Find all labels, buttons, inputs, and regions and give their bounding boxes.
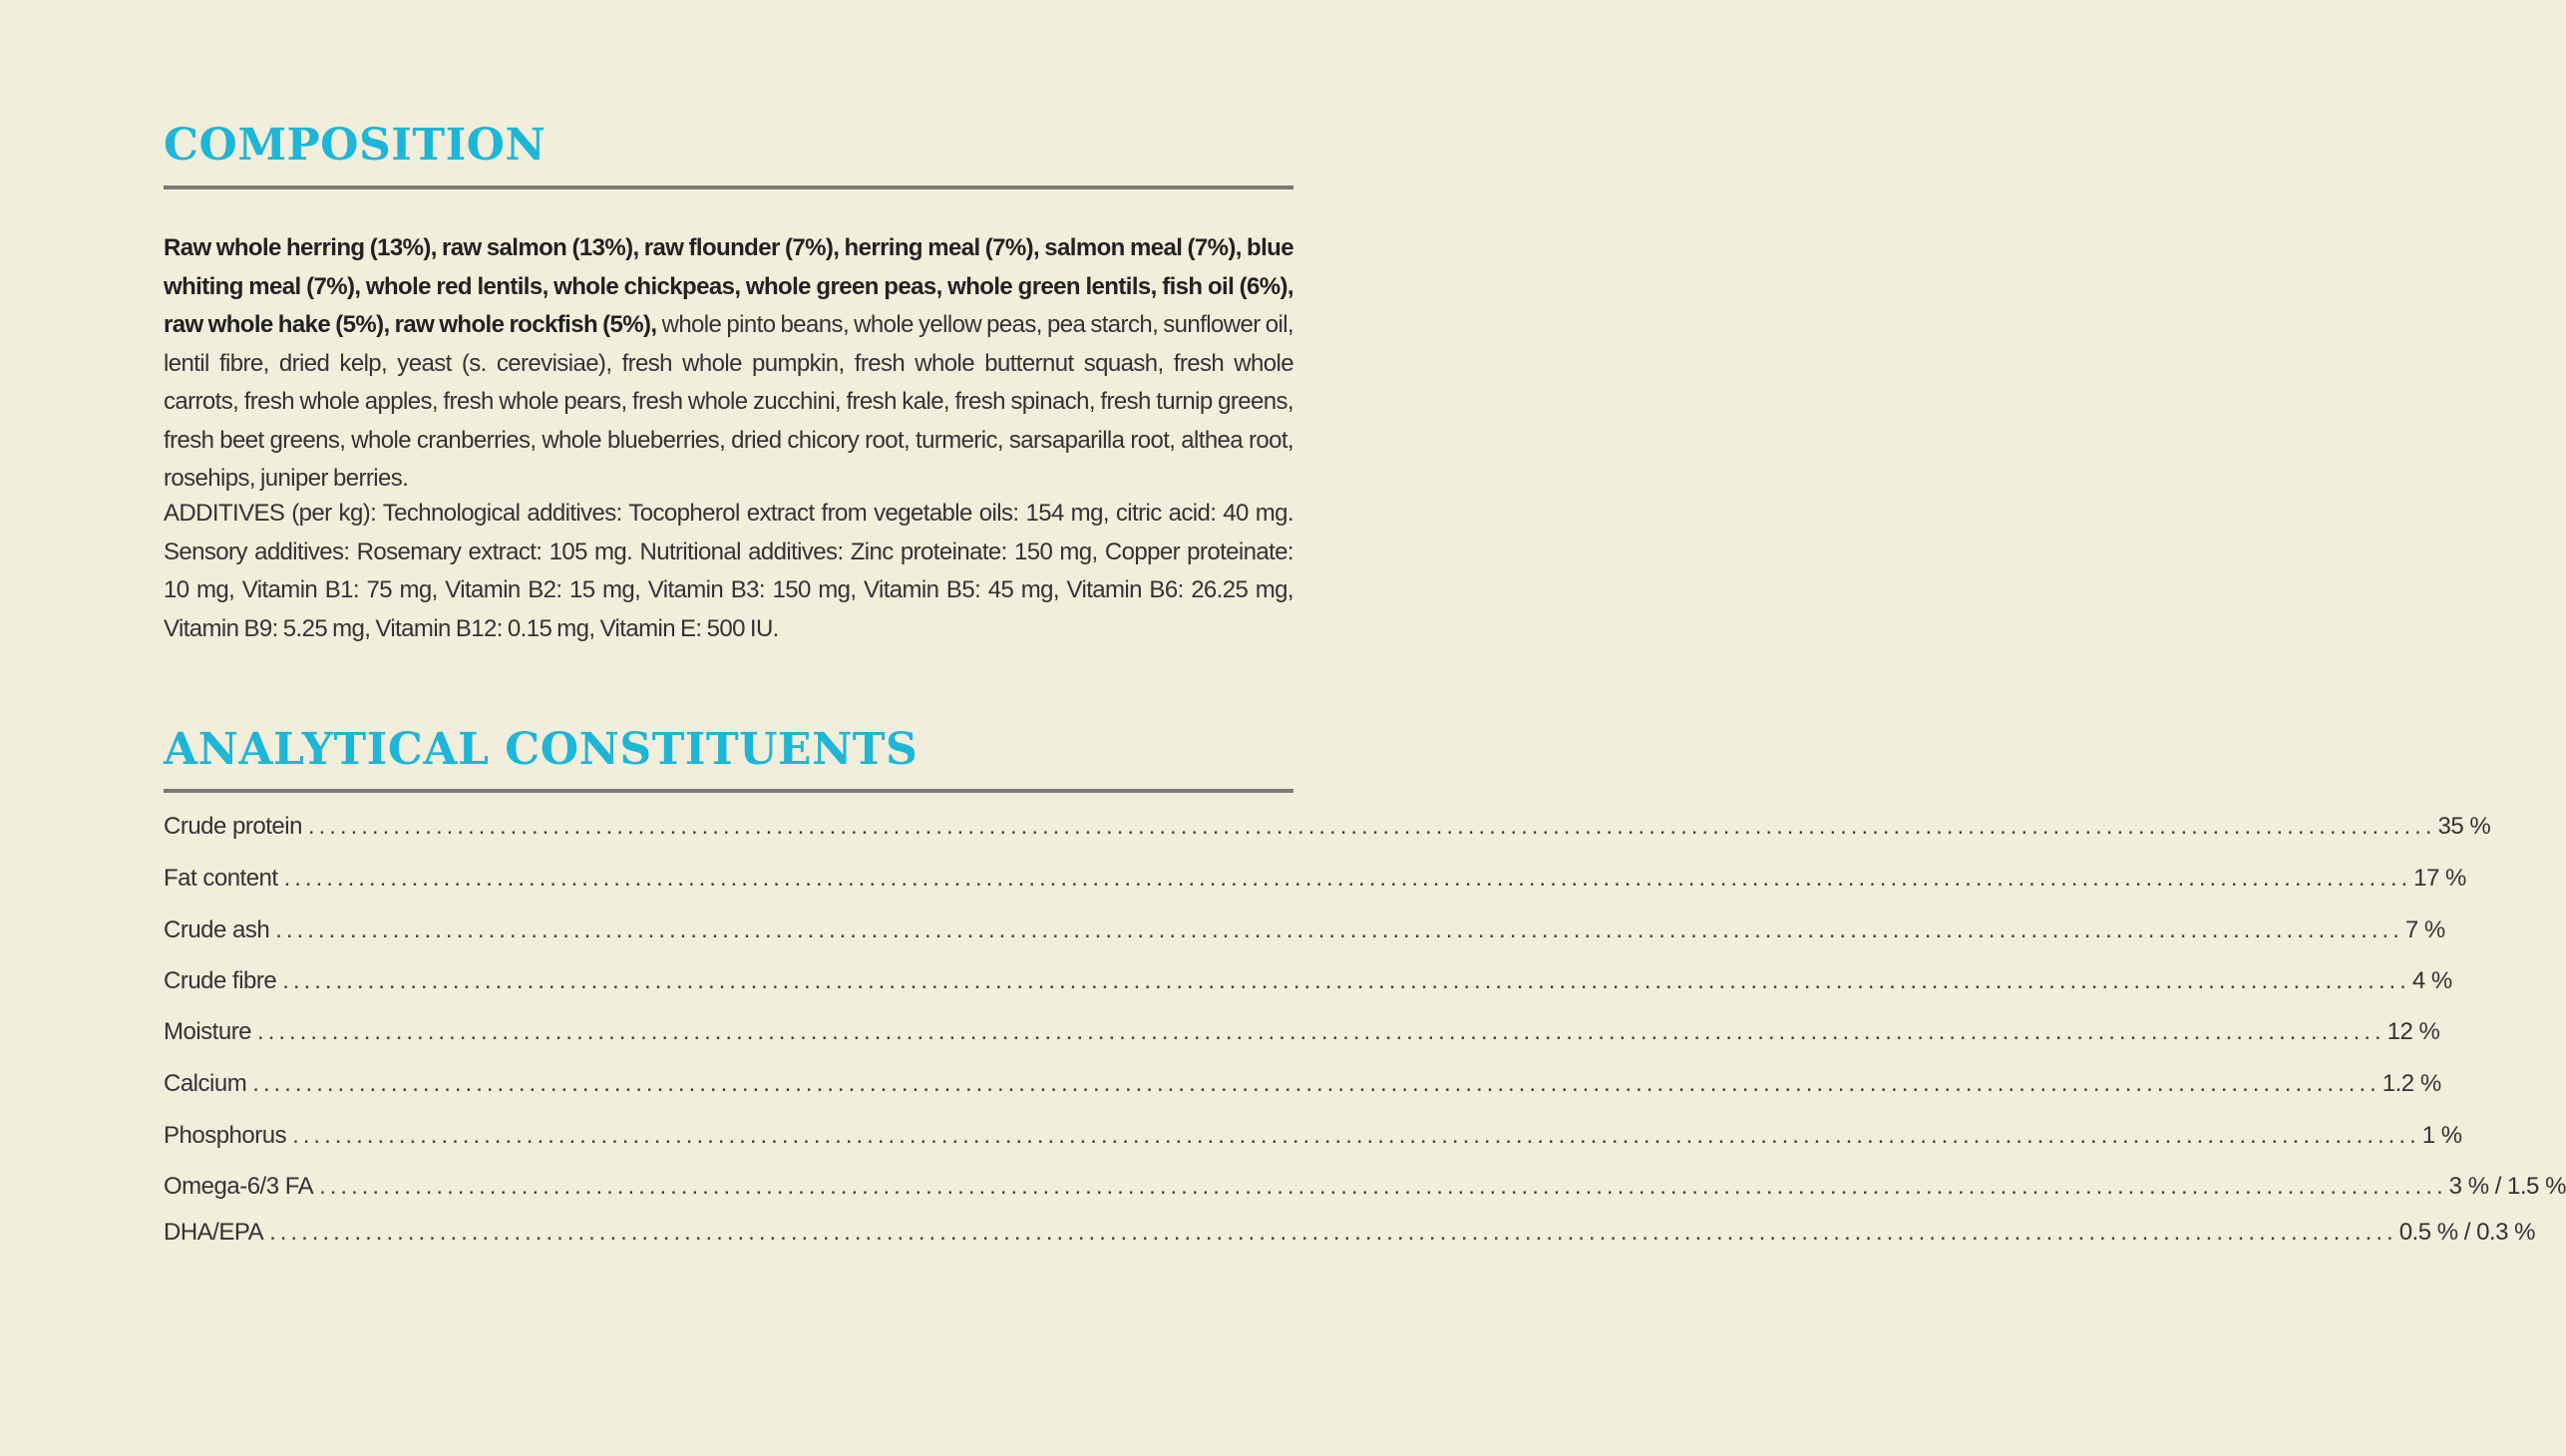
constituent-value: 35 % — [2437, 813, 2491, 840]
constituent-row — [164, 1070, 2441, 1110]
dot-leader: ........................................................................................................................................................................................................ — [292, 1122, 2420, 1149]
constituent-label: Fat content — [164, 865, 278, 892]
dot-leader: ........................................................................................................................................................................................................ — [282, 967, 2410, 994]
constituent-value: 3 % / 1.5 % — [2448, 1173, 2566, 1200]
constituent-row — [164, 916, 2445, 956]
constituent-value: 7 % — [2404, 916, 2445, 943]
constituent-row — [164, 1122, 2462, 1162]
constituent-row — [164, 967, 2452, 1007]
constituent-value: 12 % — [2386, 1018, 2440, 1045]
analytical-divider — [164, 789, 1293, 793]
constituent-label: DHA/EPA — [164, 1219, 264, 1246]
additives-text: ADDITIVES (per kg): Technological additives: Tocopherol extract from vegetable oils: 154 mg, citric acid: 40 mg. Sensory additives: Rosemary extract: 105 mg. Nutritional additives: Zinc proteinate: 150 mg, Copper proteinate: 10 mg, Vitamin B1: 75 mg, Vitamin B2: 15 mg, Vitamin B3: 150 mg, Vitamin B5: 45 mg, Vitamin B6: 26.25 mg, Vitamin B9: 5.25 mg, Vitamin B12: 0.15 mg, Vitamin E: 500 IU. — [164, 500, 1293, 642]
constituent-label: Phosphorus — [164, 1122, 287, 1149]
ingredients-secondary: whole pinto beans, whole yellow peas, pea starch, sunflower oil, lentil fibre, dried kelp, yeast (s. cerevisiae), fresh whole pumpkin, fresh whole butternut squash, fresh whole carrots, fresh whole apples, fresh whole pears, fresh whole zucchini, fresh kale, fresh spinach, fresh turnip greens, fresh beet greens, whole cranberries, whole blueberries, dried chicory root, turmeric, sarsaparilla root, althea root, rosehips, juniper berries. — [164, 311, 1293, 492]
dot-leader: ........................................................................................................................................................................................................ — [319, 1173, 2447, 1200]
dot-leader: ........................................................................................................................................................................................................ — [275, 916, 2403, 943]
ingredients-primary: Raw whole herring (13%), raw salmon (13%), raw flounder (7%), herring meal (7%), salmon meal (7%), blue whiting meal (7%), whole red lentils, whole chickpeas, whole green peas, whole green lentils, fish oil (6%), raw whole hake (5%), raw whole rockfish (5%), — [164, 234, 1293, 338]
constituent-label: Omega-6/3 FA — [164, 1173, 314, 1200]
ingredients-list — [164, 229, 1293, 499]
dot-leader: ........................................................................................................................................................................................................ — [307, 813, 2436, 840]
constituent-label: Crude ash — [164, 916, 270, 943]
constituent-row — [164, 865, 2466, 905]
constituent-value: 17 % — [2413, 865, 2466, 892]
dot-leader: ........................................................................................................................................................................................................ — [252, 1070, 2381, 1097]
constituent-label: Calcium — [164, 1070, 247, 1097]
constituent-value: 4 % — [2411, 967, 2452, 994]
dot-leader: ........................................................................................................................................................................................................ — [257, 1018, 2385, 1045]
constituent-value: 1 % — [2421, 1122, 2462, 1149]
composition-heading: COMPOSITION — [164, 120, 547, 171]
constituent-row — [164, 1173, 2566, 1213]
dot-leader: ........................................................................................................................................................................................................ — [283, 865, 2412, 892]
constituent-row — [164, 813, 2491, 853]
constituent-value: 1.2 % — [2382, 1070, 2441, 1097]
dot-leader: ........................................................................................................................................................................................................ — [269, 1219, 2397, 1246]
composition-divider — [164, 185, 1293, 189]
constituent-label: Crude fibre — [164, 967, 277, 994]
constituent-row — [164, 1018, 2440, 1058]
constituent-value: 0.5 % / 0.3 % — [2398, 1219, 2535, 1246]
constituent-label: Moisture — [164, 1018, 252, 1045]
analytical-heading: ANALYTICAL CONSTITUENTS — [164, 724, 918, 775]
constituent-row — [164, 1219, 2535, 1259]
constituent-label: Crude protein — [164, 813, 302, 840]
